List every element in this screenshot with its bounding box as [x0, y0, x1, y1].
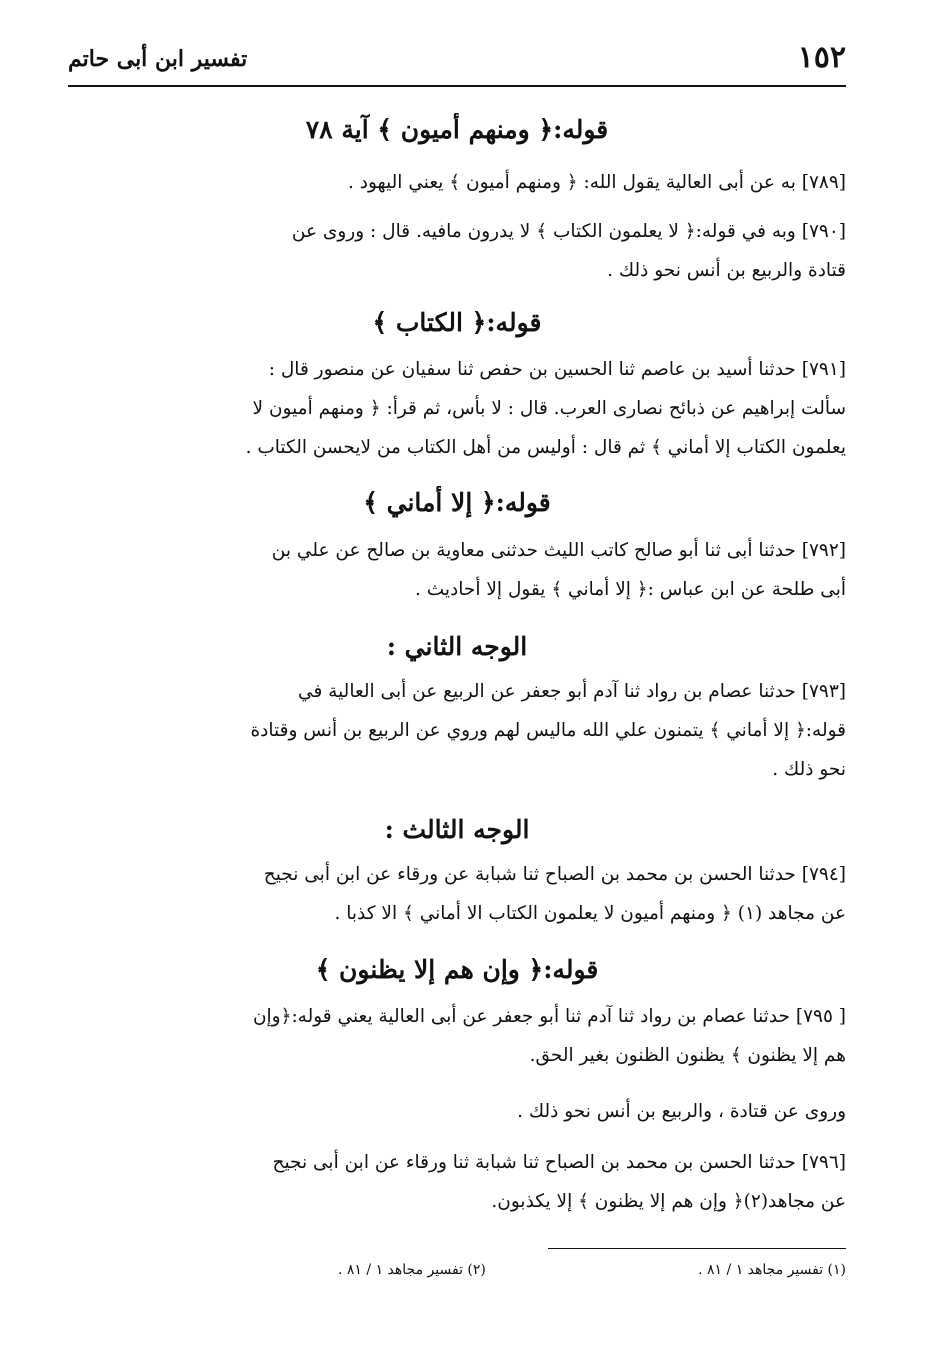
- footnote-2: (٢) تفسير مجاهد ١ / ٨١ .: [338, 1262, 486, 1278]
- paragraph-line: يعلمون الكتاب إلا أماني ﴾ ثم قال : أوليس من أهل الكتاب من لايحسن الكتاب .: [245, 437, 846, 458]
- section-heading: قوله:﴿ إلا أماني ﴾: [363, 488, 551, 517]
- narration-paragraph: [68, 1092, 846, 1131]
- paragraph-line: [٧٩٣] حدثنا عصام بن رواد ثنا آدم أبو جعفر عن الربيع عن أبى العالية في: [298, 681, 846, 702]
- page-number: ١٥٢: [797, 40, 846, 75]
- paragraph-line: سألت إبراهيم عن ذبائح نصارى العرب. قال : لا بأس، ثم قرأ: ﴿ ومنهم أميون لا: [252, 398, 846, 419]
- narration-paragraph: [68, 1143, 846, 1221]
- header-rule: [68, 85, 846, 87]
- paragraph-line: [٧٩٦] حدثنا الحسن بن محمد بن الصباح ثنا شبابة ثنا ورقاء عن ابن أبى نجيح: [272, 1152, 846, 1173]
- paragraph-line: عن مجاهد(٢)﴿ وإن هم إلا يظنون ﴾ إلا يكذبون.: [491, 1191, 846, 1212]
- paragraph-line: عن مجاهد (١) ﴿ ومنهم أميون لا يعلمون الكتاب الا أماني ﴾ الا كذبا .: [334, 903, 846, 924]
- paragraph-line: قتادة والربيع بن أنس نحو ذلك .: [607, 260, 846, 281]
- section-heading: قوله:﴿ ومنهم أميون ﴾ آية ٧٨: [305, 115, 609, 144]
- paragraph-line: [٧٩١] حدثنا أسيد بن عاصم ثنا الحسين بن حفص ثنا سفيان عن منصور قال :: [268, 359, 846, 380]
- footnote-rule: [548, 1248, 846, 1249]
- section-heading: قوله:﴿ الكتاب ﴾: [372, 308, 542, 337]
- paragraph-line: [٧٩٠] وبه في قوله:﴿ لا يعلمون الكتاب ﴾ لا يدرون مافيه. قال : وروى عن: [291, 221, 846, 242]
- section-heading: قوله:﴿ وإن هم إلا يظنون ﴾: [315, 955, 599, 984]
- paragraph-line: قوله:﴿ إلا أماني ﴾ يتمنون علي الله ماليس لهم وروي عن الربيع بن أنس وقتادة: [250, 720, 846, 741]
- paragraph-line: هم إلا يظنون ﴾ يظنون الظنون بغير الحق.: [529, 1045, 846, 1066]
- paragraph-line: وروى عن قتادة ، والربيع بن أنس نحو ذلك .: [517, 1101, 846, 1122]
- section-heading: الوجه الثاني :: [386, 632, 528, 661]
- paragraph-line: [٧٩٢] حدثنا أبى ثنا أبو صالح كاتب الليث حدثنى معاوية بن صالح عن علي بن: [271, 540, 846, 561]
- paragraph-line: نحو ذلك .: [772, 759, 846, 780]
- narration-paragraph: [68, 350, 846, 467]
- narration-paragraph: [68, 212, 846, 290]
- paragraph-line: [٧٩٤] حدثنا الحسن بن محمد بن الصباح ثنا شبابة عن ورقاء عن ابن أبى نجيح: [263, 864, 846, 885]
- narration-paragraph: [68, 531, 846, 609]
- narration-paragraph: [68, 855, 846, 933]
- paragraph-line: أبى طلحة عن ابن عباس :﴿ إلا أماني ﴾ يقول إلا أحاديث .: [414, 579, 846, 600]
- book-title: تفسير ابن أبى حاتم: [68, 46, 248, 72]
- section-heading: الوجه الثالث :: [384, 815, 530, 844]
- narration-paragraph: [68, 163, 846, 202]
- paragraph-line: [ ٧٩٥] حدثنا عصام بن رواد ثنا آدم ثنا أبو جعفر عن أبى العالية يعني قوله:﴿وإن: [252, 1006, 846, 1027]
- running-header: [68, 40, 846, 86]
- paragraph-line: [٧٨٩] به عن أبى العالية يقول الله: ﴿ ومنهم أميون ﴾ يعني اليهود .: [348, 172, 846, 193]
- footnote-1: (١) تفسير مجاهد ١ / ٨١ .: [698, 1262, 846, 1278]
- narration-paragraph: [68, 672, 846, 789]
- narration-paragraph: [68, 997, 846, 1075]
